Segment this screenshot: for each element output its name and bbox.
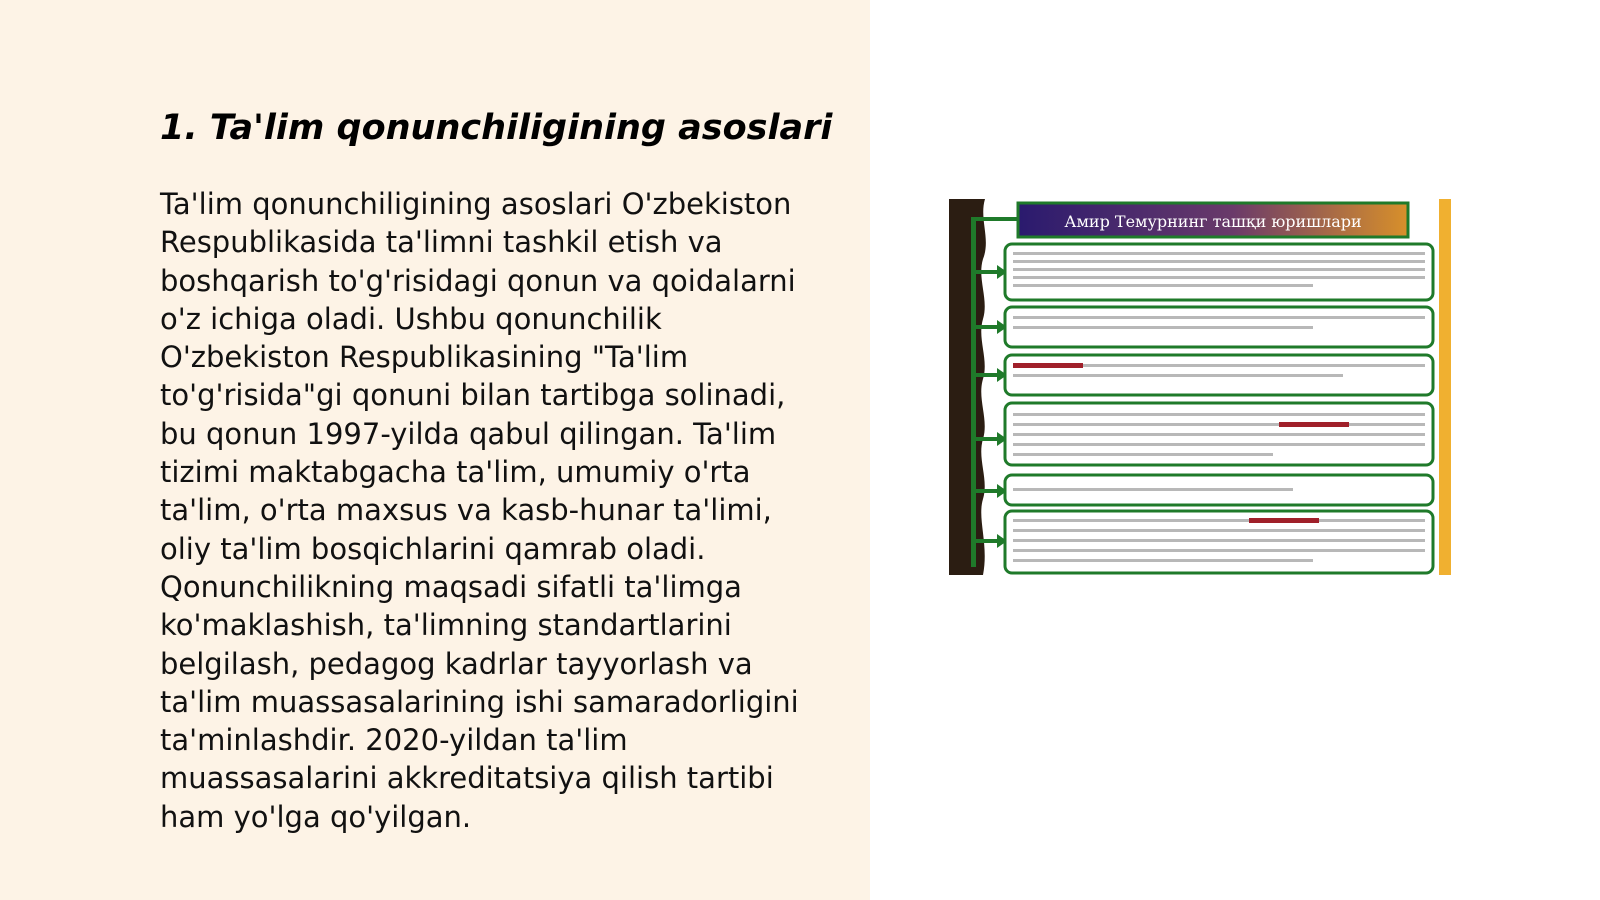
slide-title: 1. Ta'lim qonunchiligining asoslari — [160, 108, 833, 148]
timeline-line — [971, 217, 976, 567]
slide-body-text: Ta'lim qonunchiligining asoslari O'zbekiston Respublikasida ta'limni tashkil etish va boshqarish to'g'risidagi qonun va qoidalarni o'z ichiga oladi. Ushbu qonunchilik O'zbekiston Respublikasining "Ta'lim to'g'risida"gi qonuni bilan tartibga solinadi, bu qonun 1997-yilda qabul qilingan. Ta'lim tizimi maktabgacha ta'lim, umumiy o'rta ta'lim, o'rta maxsus va kasb-hunar ta'limi, oliy ta'lim bosqichlarini qamrab oladi. Qonunchilikning maqsadi sifatli ta'limga ko'maklashish, ta'limning standartlarini belgilash, pedagog kadrlar tayyorlash va ta'lim muassasalarining ishi samaradorligini ta'minlashdir. 2020-yildan ta'lim muassasalarini akkreditatsiya qilish tartibi ham yo'lga qo'yilgan. — [160, 187, 799, 834]
infographic-drawing — [949, 199, 1451, 575]
banner-text: Амир Темурнинг ташқи юришлари — [1064, 212, 1362, 231]
left-dark-strip — [949, 199, 986, 575]
right-yellow-strip — [1439, 199, 1451, 575]
history-infographic-image — [949, 199, 1451, 575]
